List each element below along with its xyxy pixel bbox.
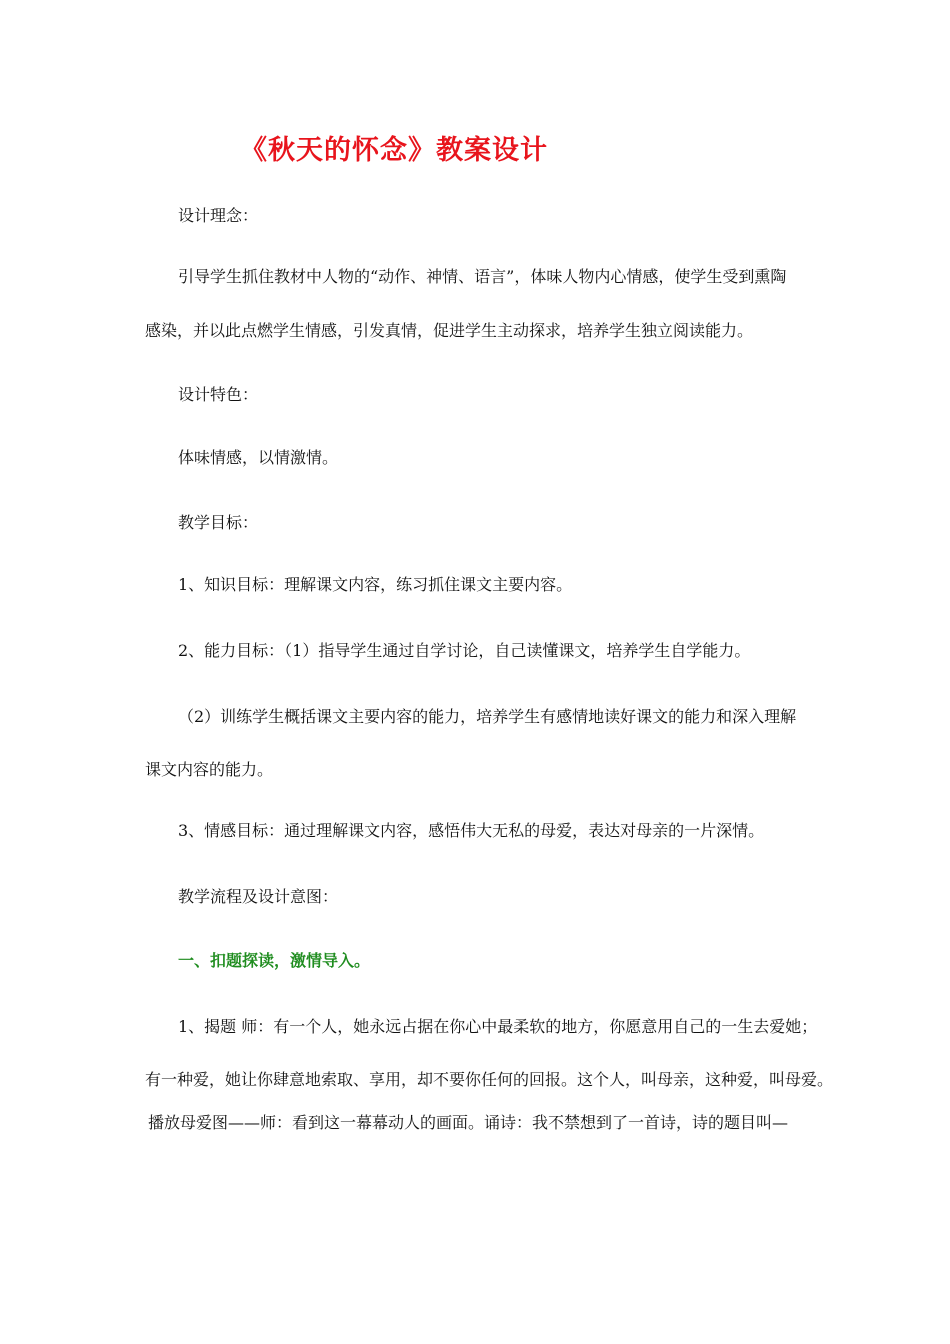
document-title: 《秋天的怀念》教案设计 [240, 135, 548, 166]
process-label: 教学流程及设计意图： [178, 887, 339, 906]
step1-line3: 播放母爱图——师：看到这一幕幕动人的画面。诵诗：我不禁想到了一首诗，诗的题目叫— [148, 1113, 789, 1132]
section-heading-1: 一、扣题探读，激情导入。 [178, 951, 371, 970]
goal-emotion: 3、情感目标：通过理解课文内容，感悟伟大无私的母爱，表达对母亲的一片深情。 [178, 821, 765, 840]
design-concept-text-line2: 感染，并以此点燃学生情感，引发真情，促进学生主动探求，培养学生独立阅读能力。 [145, 321, 754, 340]
goal-ability-2-line2: 课文内容的能力。 [145, 760, 274, 779]
goal-ability: 2、能力目标：（1）指导学生通过自学讨论，自己读懂课文，培养学生自学能力。 [178, 641, 751, 660]
goal-knowledge: 1、知识目标：理解课文内容，练习抓住课文主要内容。 [178, 575, 573, 594]
design-feature-text: 体味情感，以情激情。 [178, 448, 339, 467]
step1-line2: 有一种爱，她让你肆意地索取、享用，却不要你任何的回报。这个人，叫母亲，这种爱，叫母爱。 [145, 1070, 834, 1089]
teaching-goals-label: 教学目标： [178, 513, 259, 532]
step1-line1: 1、揭题 师：有一个人，她永远占据在你心中最柔软的地方，你愿意用自己的一生去爱她； [178, 1017, 818, 1036]
design-concept-text-line1: 引导学生抓住教材中人物的“动作、神情、语言”，体味人物内心情感，使学生受到熏陶 [178, 267, 787, 286]
design-feature-label: 设计特色： [178, 385, 259, 404]
goal-ability-2-line1: （2）训练学生概括课文主要内容的能力，培养学生有感情地读好课文的能力和深入理解 [178, 707, 797, 726]
design-concept-label: 设计理念： [178, 206, 259, 225]
